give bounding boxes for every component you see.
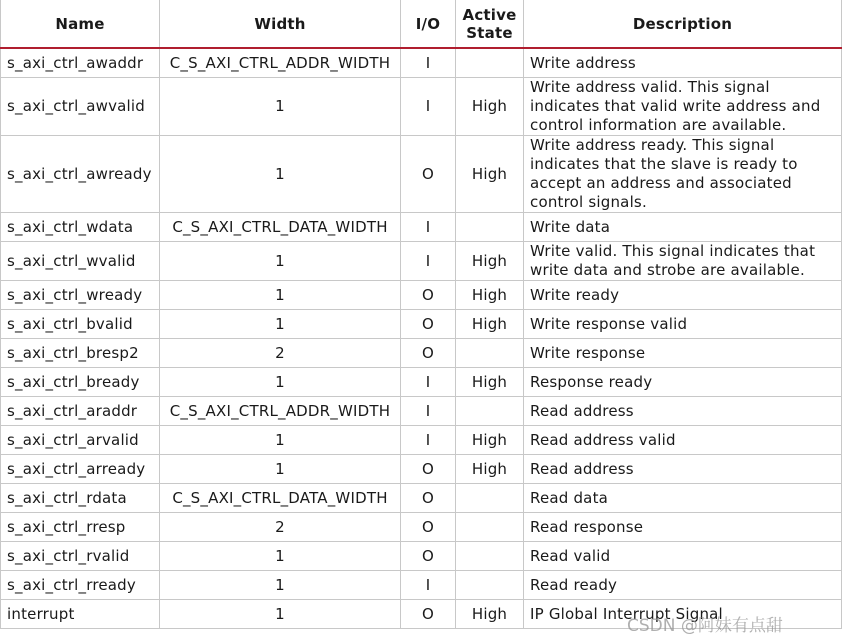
table-header-row: [1, 0, 842, 48]
cell-name: s_axi_ctrl_araddr: [1, 397, 160, 426]
cell-name: s_axi_ctrl_bresp2: [1, 339, 160, 368]
cell-width: 2: [160, 513, 401, 542]
cell-name: s_axi_ctrl_awready: [1, 136, 160, 213]
cell-io: I: [401, 368, 456, 397]
cell-io: I: [401, 426, 456, 455]
cell-active: High: [456, 310, 524, 339]
header-name: Name: [1, 0, 160, 48]
cell-description: Response ready: [524, 368, 842, 397]
cell-description: Read address: [524, 397, 842, 426]
cell-description: Write valid. This signal indicates that write data and strobe are available.: [524, 242, 842, 281]
cell-width: C_S_AXI_CTRL_ADDR_WIDTH: [160, 48, 401, 78]
cell-width: 2: [160, 339, 401, 368]
cell-active: High: [456, 600, 524, 629]
cell-description: Write response valid: [524, 310, 842, 339]
cell-description: Read ready: [524, 571, 842, 600]
cell-name: s_axi_ctrl_wvalid: [1, 242, 160, 281]
header-width: Width: [160, 0, 401, 48]
cell-active: [456, 339, 524, 368]
watermark: CSDN @阿妹有点甜: [627, 616, 783, 636]
cell-active: [456, 542, 524, 571]
cell-description: Write address: [524, 48, 842, 78]
table-row: [1, 513, 842, 542]
cell-width: C_S_AXI_CTRL_DATA_WIDTH: [160, 484, 401, 513]
table-row: [1, 397, 842, 426]
table-row: [1, 542, 842, 571]
table-row: [1, 136, 842, 213]
cell-description: Write data: [524, 213, 842, 242]
cell-description: Write response: [524, 339, 842, 368]
cell-active: [456, 571, 524, 600]
table-row: [1, 600, 842, 629]
cell-io: O: [401, 339, 456, 368]
cell-name: s_axi_ctrl_wdata: [1, 213, 160, 242]
table-row: [1, 368, 842, 397]
cell-width: 1: [160, 368, 401, 397]
cell-io: O: [401, 310, 456, 339]
cell-width: 1: [160, 542, 401, 571]
cell-active: [456, 48, 524, 78]
cell-active: High: [456, 426, 524, 455]
table-row: [1, 78, 842, 136]
cell-active: High: [456, 455, 524, 484]
cell-description: Write ready: [524, 281, 842, 310]
cell-width: 1: [160, 136, 401, 213]
cell-description: Read address: [524, 455, 842, 484]
cell-width: 1: [160, 310, 401, 339]
cell-active: High: [456, 242, 524, 281]
cell-description: Read data: [524, 484, 842, 513]
cell-io: O: [401, 484, 456, 513]
cell-width: 1: [160, 281, 401, 310]
cell-description: IP Global Interrupt Signal: [524, 600, 842, 629]
cell-active: [456, 397, 524, 426]
cell-active: High: [456, 78, 524, 136]
cell-name: s_axi_ctrl_awvalid: [1, 78, 160, 136]
cell-name: s_axi_ctrl_awaddr: [1, 48, 160, 78]
cell-io: I: [401, 397, 456, 426]
table-row: [1, 426, 842, 455]
cell-io: I: [401, 213, 456, 242]
cell-width: C_S_AXI_CTRL_DATA_WIDTH: [160, 213, 401, 242]
cell-io: I: [401, 48, 456, 78]
cell-active: High: [456, 281, 524, 310]
cell-io: O: [401, 136, 456, 213]
cell-io: I: [401, 571, 456, 600]
cell-description: Read address valid: [524, 426, 842, 455]
cell-name: s_axi_ctrl_rready: [1, 571, 160, 600]
header-active-line1: Active: [462, 5, 517, 24]
cell-io: O: [401, 600, 456, 629]
cell-active: [456, 213, 524, 242]
header-description: Description: [524, 0, 842, 48]
cell-active: [456, 484, 524, 513]
cell-active: High: [456, 368, 524, 397]
cell-description: Write address ready. This signal indicates that the slave is ready to accept an address and associated control signals.: [524, 136, 842, 213]
cell-active: High: [456, 136, 524, 213]
cell-io: I: [401, 242, 456, 281]
table-row: [1, 48, 842, 78]
cell-io: O: [401, 455, 456, 484]
cell-width: 1: [160, 600, 401, 629]
cell-active: [456, 513, 524, 542]
cell-width: 1: [160, 426, 401, 455]
header-active-state: [456, 0, 524, 48]
cell-name: s_axi_ctrl_arvalid: [1, 426, 160, 455]
cell-width: 1: [160, 242, 401, 281]
cell-io: O: [401, 281, 456, 310]
header-active-line2: State: [466, 23, 513, 42]
cell-name: s_axi_ctrl_rdata: [1, 484, 160, 513]
table-row: [1, 484, 842, 513]
table-row: [1, 310, 842, 339]
cell-name: interrupt: [1, 600, 160, 629]
cell-name: s_axi_ctrl_bvalid: [1, 310, 160, 339]
table-row: [1, 213, 842, 242]
table-row: [1, 339, 842, 368]
cell-width: 1: [160, 571, 401, 600]
cell-name: s_axi_ctrl_rvalid: [1, 542, 160, 571]
cell-description: Read response: [524, 513, 842, 542]
table-row: [1, 281, 842, 310]
cell-width: C_S_AXI_CTRL_ADDR_WIDTH: [160, 397, 401, 426]
table-row: [1, 455, 842, 484]
cell-name: s_axi_ctrl_arready: [1, 455, 160, 484]
cell-io: O: [401, 513, 456, 542]
table-row: [1, 571, 842, 600]
cell-description: Write address valid. This signal indicates that valid write address and control information are available.: [524, 78, 842, 136]
cell-name: s_axi_ctrl_rresp: [1, 513, 160, 542]
cell-name: s_axi_ctrl_bready: [1, 368, 160, 397]
header-io: I/O: [401, 0, 456, 48]
cell-io: I: [401, 78, 456, 136]
cell-description: Read valid: [524, 542, 842, 571]
table-row: [1, 242, 842, 281]
cell-width: 1: [160, 78, 401, 136]
cell-io: O: [401, 542, 456, 571]
cell-name: s_axi_ctrl_wready: [1, 281, 160, 310]
cell-width: 1: [160, 455, 401, 484]
